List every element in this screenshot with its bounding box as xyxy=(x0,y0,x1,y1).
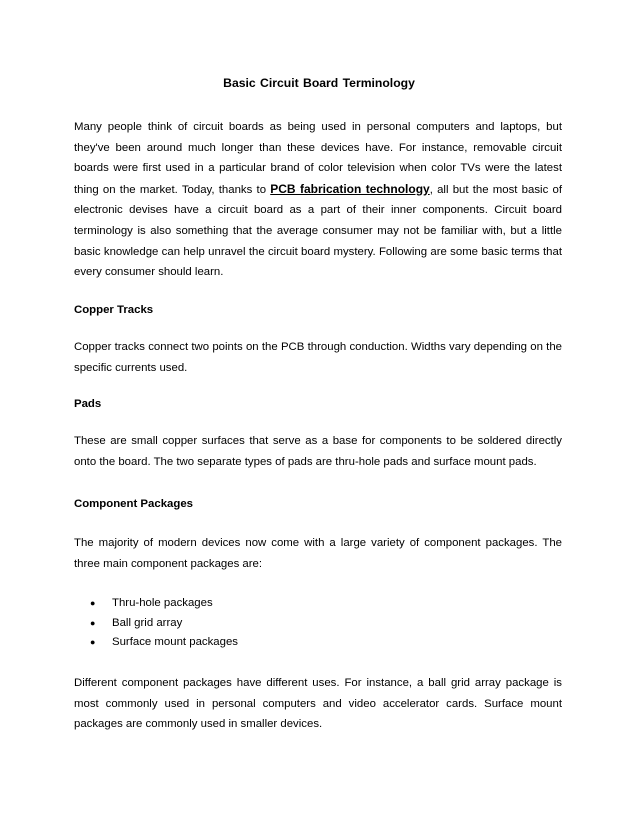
package-list xyxy=(74,594,238,653)
intro-text-start: Many people think of circuit boards as being used in personal computers and laptops, but they've been around much longer than these devices have. For instance, removable circuit boards were first used in a particular brand of color television when color TVs were the latest thing on the market. Today, thanks to xyxy=(74,121,562,196)
list-item xyxy=(74,614,238,634)
bullet-icon: ● xyxy=(90,617,96,628)
closing-paragraph: Different component packages have different uses. For instance, a ball grid array package is most commonly used in personal computers and video accelerator cards. Surface mount packages are commonly used in smaller devices. xyxy=(74,677,562,731)
list-item-label: Thru-hole packages xyxy=(112,597,213,609)
list-item-label: Surface mount packages xyxy=(112,636,239,648)
list-item xyxy=(74,633,238,653)
list-item xyxy=(74,594,238,614)
heading-pads: Pads xyxy=(74,398,102,410)
bullet-icon: ● xyxy=(90,598,96,608)
list-item-label: Ball grid array xyxy=(112,616,183,629)
bullet-icon: ● xyxy=(90,637,96,647)
intro-text-end: , all but the most basic of electronic devises have a circuit board as a part of their inner components. Circuit board terminology is also something that the average consumer may not be familiar with, but a little basic knowledge can help unravel the circuit board mystery. Following are some basic terms that every consumer should learn. xyxy=(74,183,562,279)
copper-tracks-paragraph: Copper tracks connect two points on the PCB through conduction. Widths vary depending on the specific currents used. xyxy=(74,341,562,374)
intro-paragraph xyxy=(74,117,562,283)
page-title: Basic Circuit Board Terminology xyxy=(223,76,415,90)
heading-copper-tracks: Copper Tracks xyxy=(74,304,154,316)
pcb-fabrication-link[interactable]: PCB fabrication technology xyxy=(270,181,430,196)
heading-component-packages: Component Packages xyxy=(74,498,194,510)
pads-paragraph: These are small copper surfaces that serve as a base for components to be soldered directly onto the board. The two separate types of pads are thru-hole pads and surface mount pads. xyxy=(74,435,562,468)
component-packages-paragraph: The majority of modern devices now come with a large variety of component packages. The three main component packages are: xyxy=(74,537,562,570)
